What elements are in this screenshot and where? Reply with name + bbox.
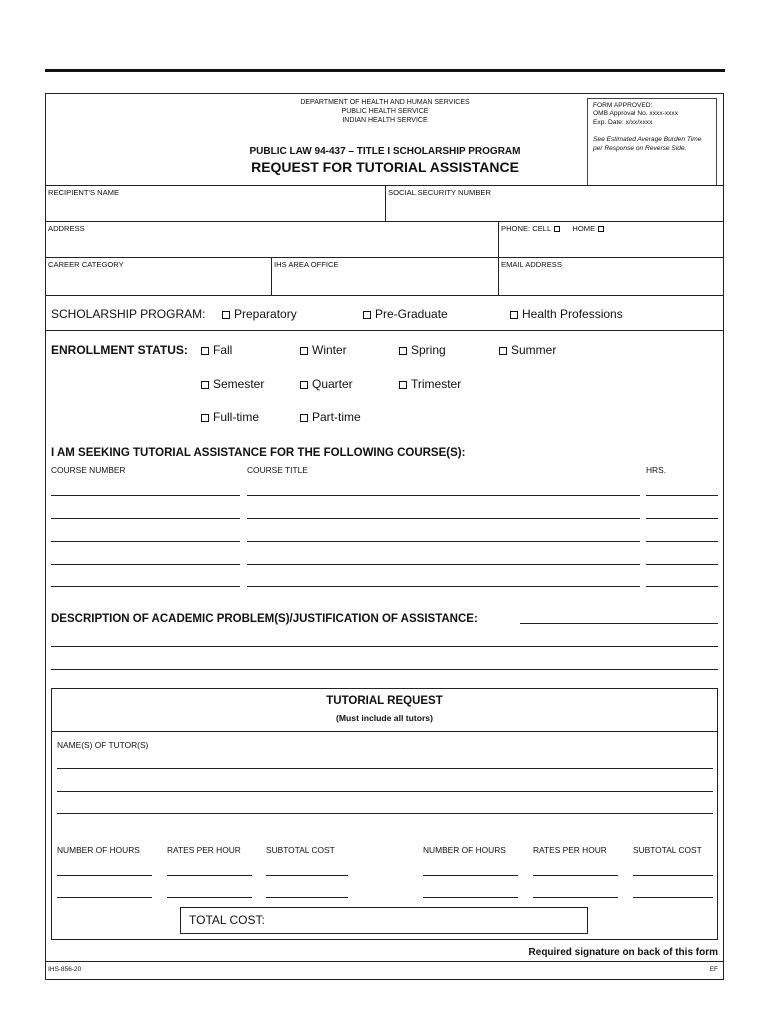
- phone-field: [501, 224, 604, 233]
- checkbox[interactable]: [300, 347, 308, 355]
- courses-heading: I AM SEEKING TUTORIAL ASSISTANCE FOR THE FOLLOWING COURSE(S):: [51, 447, 466, 459]
- row-divider: [45, 330, 724, 331]
- checkbox[interactable]: [300, 381, 308, 389]
- tutor-name-line[interactable]: [57, 768, 713, 769]
- option-semester[interactable]: Semester: [201, 377, 264, 391]
- recipient-name-field[interactable]: RECIPIENT'S NAME: [48, 188, 120, 197]
- option-health-professions[interactable]: Health Professions: [510, 307, 623, 321]
- rate-header: RATES PER HOUR: [533, 845, 607, 855]
- form-title: REQUEST FOR TUTORIAL ASSISTANCE: [251, 159, 519, 175]
- hours-line[interactable]: [423, 897, 518, 898]
- option-pre-graduate[interactable]: Pre-Graduate: [363, 307, 448, 321]
- hours-header: NUMBER OF HOURS: [57, 845, 140, 855]
- rate-line[interactable]: [533, 897, 618, 898]
- dept-line: INDIAN HEALTH SERVICE: [342, 117, 428, 124]
- signature-note: Required signature on back of this form: [528, 947, 718, 958]
- burden-note: See Estimated Average Burden Time per Response on Reverse Side.: [593, 136, 702, 152]
- subtotal-header: SUBTOTAL COST: [633, 845, 702, 855]
- approval-line: FORM APPROVED:: [593, 102, 653, 109]
- tutor-name-line[interactable]: [57, 813, 713, 814]
- col-divider: [498, 221, 499, 295]
- col-divider: [271, 257, 272, 295]
- hours-line[interactable]: [57, 875, 152, 876]
- total-cost-label: TOTAL COST:: [189, 913, 265, 927]
- ssn-field[interactable]: SOCIAL SECURITY NUMBER: [388, 188, 491, 197]
- phone-cell-label: PHONE: CELL: [501, 224, 552, 233]
- course-title-line[interactable]: [247, 586, 640, 587]
- option-trimester[interactable]: Trimester: [399, 377, 461, 391]
- hours-line[interactable]: [57, 897, 152, 898]
- subtotal-line[interactable]: [633, 875, 713, 876]
- course-number-line[interactable]: [51, 564, 240, 565]
- form-code: EF: [709, 966, 718, 973]
- enrollment-status-label: ENROLLMENT STATUS:: [51, 343, 188, 357]
- approval-line: Exp. Date: x/xx/xxxx: [593, 118, 653, 126]
- row-divider: [45, 221, 724, 222]
- tutor-name-line[interactable]: [57, 791, 713, 792]
- hrs-line[interactable]: [646, 586, 718, 587]
- phone-home-label: HOME: [572, 224, 596, 233]
- form-approval-box: [587, 98, 717, 186]
- hrs-line[interactable]: [646, 541, 718, 542]
- department-header: [240, 98, 530, 125]
- program-title: PUBLIC LAW 94-437 – TITLE I SCHOLARSHIP PROGRAM: [249, 146, 521, 157]
- course-number-line[interactable]: [51, 586, 240, 587]
- course-number-line[interactable]: [51, 541, 240, 542]
- phone-cell-checkbox[interactable]: [554, 226, 560, 232]
- row-divider: [45, 257, 724, 258]
- checkbox[interactable]: [300, 414, 308, 422]
- hours-line[interactable]: [423, 875, 518, 876]
- footer-divider: [45, 961, 724, 962]
- top-rule: [45, 69, 725, 72]
- checkbox[interactable]: [399, 347, 407, 355]
- row-divider: [45, 295, 724, 296]
- tutorial-request-title: TUTORIAL REQUEST: [326, 695, 443, 707]
- checkbox[interactable]: [510, 311, 518, 319]
- subtotal-line[interactable]: [266, 897, 348, 898]
- description-line[interactable]: [51, 646, 718, 647]
- ihs-area-office-field[interactable]: IHS AREA OFFICE: [274, 260, 339, 269]
- rate-line[interactable]: [167, 875, 252, 876]
- subtotal-line[interactable]: [266, 875, 348, 876]
- rate-header: RATES PER HOUR: [167, 845, 241, 855]
- checkbox[interactable]: [363, 311, 371, 319]
- phone-home-checkbox[interactable]: [598, 226, 604, 232]
- col-divider: [385, 185, 386, 221]
- email-field[interactable]: EMAIL ADDRESS: [501, 260, 562, 269]
- checkbox[interactable]: [201, 381, 209, 389]
- course-title-line[interactable]: [247, 564, 640, 565]
- option-full-time[interactable]: Full-time: [201, 410, 259, 424]
- approval-line: OMB Approval No. xxxx-xxxx: [593, 110, 679, 118]
- course-number-line[interactable]: [51, 518, 240, 519]
- course-title-line[interactable]: [247, 495, 640, 496]
- tutorial-request-box: [51, 688, 718, 940]
- career-category-field[interactable]: CAREER CATEGORY: [48, 260, 124, 269]
- option-preparatory[interactable]: Preparatory: [222, 307, 297, 321]
- hrs-line[interactable]: [646, 495, 718, 496]
- course-title-line[interactable]: [247, 541, 640, 542]
- rate-line[interactable]: [533, 875, 618, 876]
- option-part-time[interactable]: Part-time: [300, 410, 361, 424]
- description-line[interactable]: [520, 623, 718, 624]
- course-number-header: COURSE NUMBER: [51, 465, 126, 475]
- checkbox[interactable]: [201, 414, 209, 422]
- option-spring[interactable]: Spring: [399, 343, 446, 357]
- address-field[interactable]: ADDRESS: [48, 224, 85, 233]
- form-number: IHS-856-20: [48, 966, 82, 973]
- checkbox[interactable]: [222, 311, 230, 319]
- option-fall[interactable]: Fall: [201, 343, 232, 357]
- checkbox[interactable]: [399, 381, 407, 389]
- description-line[interactable]: [51, 669, 718, 670]
- checkbox[interactable]: [499, 347, 507, 355]
- option-quarter[interactable]: Quarter: [300, 377, 353, 391]
- tutorial-request-subtitle: (Must include all tutors): [336, 713, 433, 723]
- dept-line: DEPARTMENT OF HEALTH AND HUMAN SERVICES: [300, 99, 470, 106]
- tutorial-divider: [51, 731, 718, 732]
- hrs-line[interactable]: [646, 564, 718, 565]
- checkbox[interactable]: [201, 347, 209, 355]
- hrs-line[interactable]: [646, 518, 718, 519]
- subtotal-header: SUBTOTAL COST: [266, 845, 335, 855]
- dept-line: PUBLIC HEALTH SERVICE: [341, 108, 429, 115]
- course-number-line[interactable]: [51, 495, 240, 496]
- hours-header: NUMBER OF HOURS: [423, 845, 506, 855]
- tutor-names-label: NAME(S) OF TUTOR(S): [57, 740, 149, 750]
- description-heading: DESCRIPTION OF ACADEMIC PROBLEM(S)/JUSTIFICATION OF ASSISTANCE:: [51, 613, 478, 625]
- option-summer[interactable]: Summer: [499, 343, 556, 357]
- rate-line[interactable]: [167, 897, 252, 898]
- subtotal-line[interactable]: [633, 897, 713, 898]
- total-cost-field[interactable]: [180, 907, 588, 934]
- scholarship-program-label: SCHOLARSHIP PROGRAM:: [51, 307, 206, 321]
- course-title-header: COURSE TITLE: [247, 465, 308, 475]
- course-title-line[interactable]: [247, 518, 640, 519]
- hrs-header: HRS.: [646, 465, 667, 475]
- option-winter[interactable]: Winter: [300, 343, 347, 357]
